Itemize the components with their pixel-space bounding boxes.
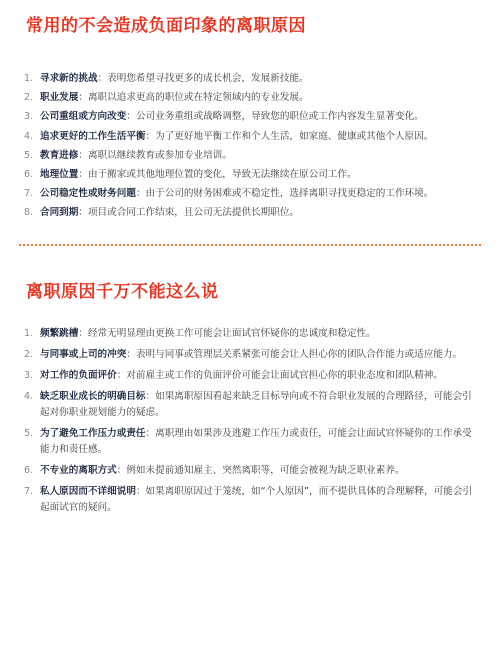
item-text: 表明您希望寻找更多的成长机会，发展新技能。 [107,73,309,84]
item-number: 2. [24,92,34,104]
item-term: 为了避免工作压力或责任 [40,428,146,439]
list-item: 3. 公司重组或方向改变：公司业务重组或战略调整，导致您的职位或工作内容发生显著变化。 [24,109,476,125]
item-term: 地理位置 [40,168,79,180]
item-number: 8. [24,207,34,219]
item-text: 由于搬家或其他地理位置的变化，导致无法继续在原公司工作。 [87,168,357,180]
list-item: 8. 合同到期：项目或合同工作结束，且公司无法提供长期职位。 [24,205,476,221]
list-item: 7. 私人原因而不详细说明：如果离职原因过于笼统，如“个人原因”，而不提供具体的合理解释，可能会引起面试官的疑问。 [24,486,473,513]
item-term: 缺乏职业成长的明确目标 [40,391,146,402]
item-text: 项目或合同工作结束，且公司无法提供长期职位。 [87,207,300,219]
item-term: 寻求新的挑战 [40,73,98,84]
section-title: 常用的不会造成负面印象的离职原因 [26,16,306,36]
list-item: 6. 不专业的离职方式：例如未提前通知雇主、突然离职等，可能会被视为缺乏职业素养。 [24,463,476,479]
item-term: 对工作的负面评价 [40,370,117,381]
item-term: 追求更好的工作生活平衡 [40,130,146,142]
item-text: 如果离职原因过于笼统，如“个人原因”，而不提供具体的合理解释，可能会引起面试官的疑问。 [40,486,473,513]
item-term: 职业发展 [40,92,79,104]
item-term: 公司重组或方向改变 [40,111,127,123]
item-term: 公司稳定性或财务问题 [40,188,136,200]
list-item: 5. 为了避免工作压力或责任：离职理由如果涉及逃避工作压力或责任，可能会让面试官怀疑你的工作承受能力和责任感。 [24,428,472,455]
item-text: 为了更好地平衡工作和个人生活，如家庭、健康或其他个人原因。 [155,130,434,142]
dotted-divider [19,244,481,246]
item-text: 如果离职原因看起来缺乏目标导向或不符合职业发展的合理路径，可能会引起对你职业规划能力的疑虑。 [40,391,472,418]
item-term: 频繁跳槽 [40,328,79,339]
list-item: 3. 对工作的负面评价：对前雇主或工作的负面评价可能会让面试官担心你的职业态度和团队精神。 [24,368,476,384]
item-number: 7. [24,188,34,200]
reason-list [24,326,476,521]
list-item: 6. 地理位置：由于搬家或其他地理位置的变化，导致无法继续在原公司工作。 [24,167,476,183]
item-term: 合同到期 [40,207,79,219]
reason-list [24,71,476,225]
list-item: 1. 频繁跳槽：经常无明显理由更换工作可能会让面试官怀疑你的忠诚度和稳定性。 [24,326,476,342]
item-text: 由于公司的财务困难或不稳定性，选择离职寻找更稳定的工作环境。 [145,188,434,200]
item-number: 1. [24,73,34,84]
item-number: 4. [24,391,34,402]
list-item: 4. 追求更好的工作生活平衡：为了更好地平衡工作和个人生活，如家庭、健康或其他个人原因。 [24,129,476,145]
item-text: 离职以追求更高的职位或在特定领域内的专业发展。 [87,92,309,104]
item-number: 1. [24,328,34,339]
list-item: 7. 公司稳定性或财务问题：由于公司的财务困难或不稳定性，选择离职寻找更稳定的工作环境。 [24,186,476,202]
item-text: 公司业务重组或战略调整，导致您的职位或工作内容发生显著变化。 [135,111,424,123]
item-number: 7. [24,486,34,497]
item-text: 对前雇主或工作的负面评价可能会让面试官担心你的职业态度和团队精神。 [126,370,443,381]
item-text: 离职理由如果涉及逃避工作压力或责任，可能会让面试官怀疑你的工作承受能力和责任感。 [40,428,472,455]
list-item: 4. 缺乏职业成长的明确目标：如果离职原因看起来缺乏目标导向或不符合职业发展的合理路径，可能会引起对你职业规划能力的疑虑。 [24,391,472,418]
item-text: 经常无明显理由更换工作可能会让面试官怀疑你的忠诚度和稳定性。 [87,328,376,339]
item-text: 表明与同事或管理层关系紧张可能会让人担心你的团队合作能力或适应能力。 [135,349,463,360]
item-number: 2. [24,349,34,360]
item-number: 6. [24,168,34,180]
item-number: 3. [24,370,34,381]
item-term: 教育进修 [40,149,79,161]
item-term: 私人原因而不详细说明 [40,486,136,497]
item-number: 5. [24,428,34,439]
list-item: 2. 职业发展：离职以追求更高的职位或在特定领域内的专业发展。 [24,90,476,106]
item-number: 6. [24,465,34,476]
item-text: 离职以继续教育或参加专业培训。 [87,149,232,161]
item-number: 4. [24,130,34,142]
list-item: 2. 与同事或上司的冲突：表明与同事或管理层关系紧张可能会让人担心你的团队合作能力或适应能力。 [24,347,476,363]
item-number: 3. [24,111,34,123]
item-text: 例如未提前通知雇主、突然离职等，可能会被视为缺乏职业素养。 [126,465,405,476]
item-number: 5. [24,149,34,161]
list-item: 5. 教育进修：离职以继续教育或参加专业培训。 [24,148,476,164]
section-title: 离职原因千万不能这么说 [26,282,219,302]
item-term: 不专业的离职方式 [40,465,117,476]
item-term: 与同事或上司的冲突 [40,349,127,360]
list-item: 1. 寻求新的挑战：表明您希望寻找更多的成长机会，发展新技能。 [24,71,476,87]
